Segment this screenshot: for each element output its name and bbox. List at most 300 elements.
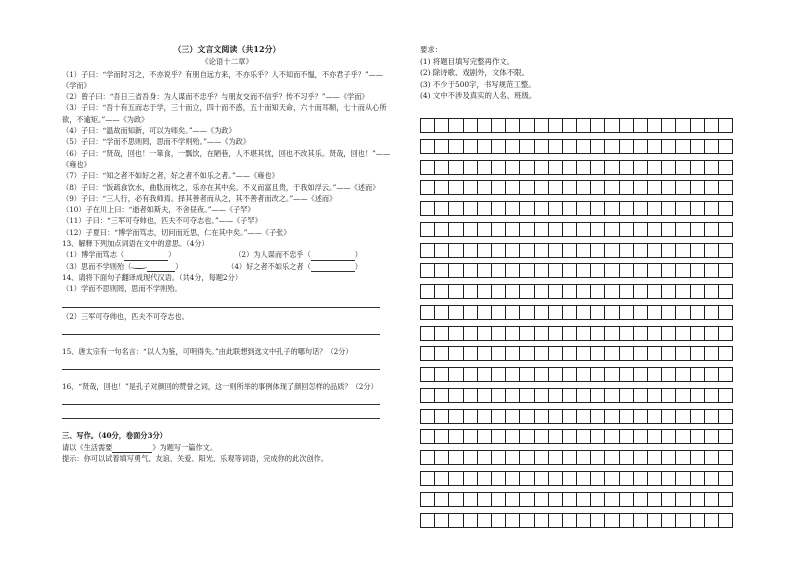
grid-cell[interactable] — [590, 409, 605, 424]
grid-cell[interactable] — [604, 222, 619, 237]
grid-cell[interactable] — [675, 118, 690, 133]
grid-cell[interactable] — [420, 409, 435, 424]
grid-cell[interactable] — [477, 118, 492, 133]
grid-cell[interactable] — [420, 388, 435, 403]
grid-cell[interactable] — [604, 243, 619, 258]
grid-cell[interactable] — [619, 450, 634, 465]
grid-cell[interactable] — [477, 263, 492, 278]
grid-cell[interactable] — [604, 471, 619, 486]
grid-cell[interactable] — [519, 429, 534, 444]
grid-cell[interactable] — [477, 160, 492, 175]
grid-cell[interactable] — [548, 450, 563, 465]
grid-cell[interactable] — [576, 118, 591, 133]
grid-cell[interactable] — [463, 346, 478, 361]
grid-cell[interactable] — [718, 492, 733, 507]
grid-cell[interactable] — [619, 243, 634, 258]
grid-cell[interactable] — [562, 513, 577, 528]
grid-cell[interactable] — [477, 450, 492, 465]
grid-cell[interactable] — [590, 492, 605, 507]
grid-cell[interactable] — [477, 139, 492, 154]
grid-cell[interactable] — [463, 513, 478, 528]
grid-cell[interactable] — [661, 118, 676, 133]
grid-cell[interactable] — [519, 367, 534, 382]
grid-cell[interactable] — [704, 139, 719, 154]
grid-cell[interactable] — [647, 492, 662, 507]
grid-cell[interactable] — [491, 346, 506, 361]
grid-cell[interactable] — [505, 222, 520, 237]
grid-cell[interactable] — [690, 450, 705, 465]
grid-cell[interactable] — [661, 429, 676, 444]
grid-cell[interactable] — [491, 222, 506, 237]
grid-cell[interactable] — [647, 367, 662, 382]
grid-cell[interactable] — [576, 429, 591, 444]
grid-cell[interactable] — [647, 346, 662, 361]
grid-cell[interactable] — [463, 450, 478, 465]
grid-cell[interactable] — [704, 180, 719, 195]
grid-cell[interactable] — [463, 201, 478, 216]
grid-cell[interactable] — [590, 284, 605, 299]
grid-cell[interactable] — [633, 118, 648, 133]
grid-cell[interactable] — [675, 180, 690, 195]
grid-cell[interactable] — [562, 160, 577, 175]
grid-cell[interactable] — [661, 450, 676, 465]
grid-cell[interactable] — [576, 201, 591, 216]
grid-cell[interactable] — [420, 346, 435, 361]
grid-cell[interactable] — [604, 492, 619, 507]
grid-cell[interactable] — [477, 409, 492, 424]
grid-cell[interactable] — [448, 367, 463, 382]
grid-cell[interactable] — [661, 305, 676, 320]
grid-cell[interactable] — [491, 118, 506, 133]
grid-cell[interactable] — [562, 139, 577, 154]
grid-cell[interactable] — [604, 367, 619, 382]
grid-cell[interactable] — [491, 243, 506, 258]
grid-cell[interactable] — [548, 492, 563, 507]
grid-cell[interactable] — [562, 118, 577, 133]
grid-cell[interactable] — [434, 346, 449, 361]
grid-cell[interactable] — [661, 284, 676, 299]
grid-cell[interactable] — [576, 284, 591, 299]
grid-cell[interactable] — [647, 201, 662, 216]
grid-cell[interactable] — [548, 201, 563, 216]
grid-cell[interactable] — [463, 367, 478, 382]
grid-cell[interactable] — [633, 388, 648, 403]
grid-cell[interactable] — [477, 180, 492, 195]
grid-cell[interactable] — [704, 243, 719, 258]
grid-cell[interactable] — [661, 471, 676, 486]
grid-cell[interactable] — [604, 180, 619, 195]
grid-cell[interactable] — [434, 305, 449, 320]
grid-cell[interactable] — [491, 513, 506, 528]
grid-cell[interactable] — [619, 263, 634, 278]
grid-cell[interactable] — [576, 388, 591, 403]
grid-cell[interactable] — [491, 450, 506, 465]
grid-cell[interactable] — [590, 450, 605, 465]
grid-cell[interactable] — [519, 243, 534, 258]
grid-cell[interactable] — [690, 326, 705, 341]
grid-cell[interactable] — [675, 409, 690, 424]
grid-cell[interactable] — [534, 326, 549, 341]
grid-cell[interactable] — [548, 471, 563, 486]
grid-cell[interactable] — [519, 284, 534, 299]
grid-cell[interactable] — [675, 450, 690, 465]
grid-cell[interactable] — [420, 513, 435, 528]
grid-cell[interactable] — [548, 346, 563, 361]
grid-cell[interactable] — [690, 429, 705, 444]
grid-cell[interactable] — [505, 429, 520, 444]
grid-cell[interactable] — [534, 263, 549, 278]
grid-cell[interactable] — [548, 429, 563, 444]
grid-cell[interactable] — [477, 326, 492, 341]
grid-cell[interactable] — [661, 243, 676, 258]
grid-cell[interactable] — [661, 201, 676, 216]
grid-cell[interactable] — [519, 326, 534, 341]
grid-cell[interactable] — [505, 139, 520, 154]
grid-cell[interactable] — [718, 180, 733, 195]
grid-cell[interactable] — [718, 471, 733, 486]
grid-cell[interactable] — [718, 222, 733, 237]
grid-cell[interactable] — [477, 513, 492, 528]
answer-blank[interactable] — [147, 263, 175, 272]
grid-cell[interactable] — [519, 513, 534, 528]
grid-cell[interactable] — [420, 180, 435, 195]
grid-cell[interactable] — [633, 139, 648, 154]
grid-cell[interactable] — [491, 471, 506, 486]
grid-cell[interactable] — [434, 139, 449, 154]
grid-cell[interactable] — [491, 160, 506, 175]
grid-cell[interactable] — [491, 139, 506, 154]
grid-cell[interactable] — [647, 243, 662, 258]
grid-cell[interactable] — [463, 492, 478, 507]
grid-cell[interactable] — [448, 450, 463, 465]
grid-cell[interactable] — [420, 284, 435, 299]
grid-cell[interactable] — [534, 160, 549, 175]
grid-cell[interactable] — [548, 139, 563, 154]
grid-cell[interactable] — [519, 201, 534, 216]
grid-cell[interactable] — [477, 305, 492, 320]
grid-cell[interactable] — [718, 118, 733, 133]
grid-cell[interactable] — [463, 326, 478, 341]
grid-cell[interactable] — [718, 346, 733, 361]
grid-cell[interactable] — [704, 263, 719, 278]
grid-cell[interactable] — [675, 201, 690, 216]
grid-cell[interactable] — [477, 492, 492, 507]
grid-cell[interactable] — [718, 388, 733, 403]
grid-cell[interactable] — [519, 346, 534, 361]
grid-cell[interactable] — [562, 492, 577, 507]
grid-cell[interactable] — [690, 409, 705, 424]
grid-cell[interactable] — [718, 201, 733, 216]
grid-cell[interactable] — [576, 222, 591, 237]
grid-cell[interactable] — [420, 450, 435, 465]
grid-cell[interactable] — [576, 326, 591, 341]
grid-cell[interactable] — [604, 201, 619, 216]
grid-cell[interactable] — [704, 367, 719, 382]
grid-cell[interactable] — [675, 513, 690, 528]
grid-cell[interactable] — [434, 471, 449, 486]
grid-cell[interactable] — [576, 471, 591, 486]
grid-cell[interactable] — [690, 243, 705, 258]
answer-blank[interactable] — [311, 263, 355, 272]
grid-cell[interactable] — [477, 243, 492, 258]
grid-cell[interactable] — [505, 492, 520, 507]
grid-cell[interactable] — [718, 450, 733, 465]
grid-cell[interactable] — [434, 243, 449, 258]
grid-cell[interactable] — [704, 450, 719, 465]
grid-cell[interactable] — [548, 222, 563, 237]
grid-cell[interactable] — [477, 471, 492, 486]
grid-cell[interactable] — [675, 160, 690, 175]
grid-cell[interactable] — [604, 118, 619, 133]
grid-cell[interactable] — [562, 471, 577, 486]
grid-cell[interactable] — [661, 492, 676, 507]
grid-cell[interactable] — [463, 305, 478, 320]
grid-cell[interactable] — [619, 160, 634, 175]
grid-cell[interactable] — [647, 471, 662, 486]
grid-cell[interactable] — [477, 388, 492, 403]
grid-cell[interactable] — [463, 388, 478, 403]
grid-cell[interactable] — [718, 513, 733, 528]
grid-cell[interactable] — [491, 388, 506, 403]
grid-cell[interactable] — [675, 139, 690, 154]
grid-cell[interactable] — [604, 388, 619, 403]
grid-cell[interactable] — [534, 367, 549, 382]
grid-cell[interactable] — [661, 160, 676, 175]
grid-cell[interactable] — [519, 139, 534, 154]
grid-cell[interactable] — [420, 118, 435, 133]
grid-cell[interactable] — [704, 160, 719, 175]
grid-cell[interactable] — [519, 471, 534, 486]
grid-cell[interactable] — [477, 367, 492, 382]
grid-cell[interactable] — [477, 346, 492, 361]
grid-cell[interactable] — [534, 284, 549, 299]
grid-cell[interactable] — [619, 118, 634, 133]
grid-cell[interactable] — [604, 346, 619, 361]
grid-cell[interactable] — [647, 326, 662, 341]
grid-cell[interactable] — [420, 243, 435, 258]
grid-cell[interactable] — [420, 471, 435, 486]
grid-cell[interactable] — [434, 118, 449, 133]
grid-cell[interactable] — [463, 139, 478, 154]
grid-cell[interactable] — [661, 367, 676, 382]
grid-cell[interactable] — [505, 243, 520, 258]
grid-cell[interactable] — [477, 222, 492, 237]
grid-cell[interactable] — [619, 222, 634, 237]
grid-cell[interactable] — [463, 180, 478, 195]
grid-cell[interactable] — [420, 263, 435, 278]
grid-cell[interactable] — [690, 118, 705, 133]
grid-cell[interactable] — [576, 513, 591, 528]
grid-cell[interactable] — [448, 284, 463, 299]
grid-cell[interactable] — [448, 118, 463, 133]
grid-cell[interactable] — [562, 180, 577, 195]
grid-cell[interactable] — [661, 263, 676, 278]
grid-cell[interactable] — [534, 243, 549, 258]
grid-cell[interactable] — [619, 492, 634, 507]
grid-cell[interactable] — [704, 388, 719, 403]
grid-cell[interactable] — [604, 305, 619, 320]
grid-cell[interactable] — [576, 409, 591, 424]
grid-cell[interactable] — [448, 492, 463, 507]
grid-cell[interactable] — [576, 243, 591, 258]
grid-cell[interactable] — [505, 513, 520, 528]
grid-cell[interactable] — [647, 284, 662, 299]
grid-cell[interactable] — [448, 429, 463, 444]
grid-cell[interactable] — [590, 388, 605, 403]
grid-cell[interactable] — [604, 284, 619, 299]
grid-cell[interactable] — [491, 263, 506, 278]
answer-line[interactable] — [62, 324, 380, 335]
grid-cell[interactable] — [463, 222, 478, 237]
grid-cell[interactable] — [718, 409, 733, 424]
grid-cell[interactable] — [690, 222, 705, 237]
grid-cell[interactable] — [534, 139, 549, 154]
grid-cell[interactable] — [505, 346, 520, 361]
grid-cell[interactable] — [434, 429, 449, 444]
grid-cell[interactable] — [562, 346, 577, 361]
grid-cell[interactable] — [704, 429, 719, 444]
grid-cell[interactable] — [704, 326, 719, 341]
grid-cell[interactable] — [434, 222, 449, 237]
grid-cell[interactable] — [576, 180, 591, 195]
grid-cell[interactable] — [534, 450, 549, 465]
grid-cell[interactable] — [548, 118, 563, 133]
grid-cell[interactable] — [448, 243, 463, 258]
title-blank[interactable] — [112, 444, 152, 453]
grid-cell[interactable] — [519, 263, 534, 278]
grid-cell[interactable] — [590, 326, 605, 341]
grid-cell[interactable] — [690, 263, 705, 278]
grid-cell[interactable] — [562, 388, 577, 403]
grid-cell[interactable] — [434, 409, 449, 424]
grid-cell[interactable] — [448, 326, 463, 341]
grid-cell[interactable] — [562, 367, 577, 382]
grid-cell[interactable] — [590, 367, 605, 382]
grid-cell[interactable] — [633, 346, 648, 361]
grid-cell[interactable] — [590, 263, 605, 278]
grid-cell[interactable] — [718, 429, 733, 444]
grid-cell[interactable] — [463, 471, 478, 486]
grid-cell[interactable] — [448, 409, 463, 424]
grid-cell[interactable] — [704, 471, 719, 486]
grid-cell[interactable] — [690, 201, 705, 216]
grid-cell[interactable] — [420, 222, 435, 237]
grid-cell[interactable] — [704, 346, 719, 361]
grid-cell[interactable] — [491, 326, 506, 341]
grid-cell[interactable] — [675, 346, 690, 361]
grid-cell[interactable] — [633, 305, 648, 320]
grid-cell[interactable] — [491, 201, 506, 216]
grid-cell[interactable] — [647, 139, 662, 154]
grid-cell[interactable] — [675, 367, 690, 382]
grid-cell[interactable] — [633, 471, 648, 486]
grid-cell[interactable] — [519, 409, 534, 424]
grid-cell[interactable] — [548, 326, 563, 341]
grid-cell[interactable] — [661, 326, 676, 341]
grid-cell[interactable] — [704, 118, 719, 133]
grid-cell[interactable] — [463, 118, 478, 133]
grid-cell[interactable] — [534, 513, 549, 528]
grid-cell[interactable] — [534, 118, 549, 133]
grid-cell[interactable] — [548, 513, 563, 528]
grid-cell[interactable] — [434, 284, 449, 299]
grid-cell[interactable] — [548, 409, 563, 424]
grid-cell[interactable] — [718, 139, 733, 154]
grid-cell[interactable] — [534, 409, 549, 424]
grid-cell[interactable] — [463, 243, 478, 258]
grid-cell[interactable] — [562, 284, 577, 299]
grid-cell[interactable] — [491, 409, 506, 424]
grid-cell[interactable] — [505, 367, 520, 382]
grid-cell[interactable] — [675, 429, 690, 444]
grid-cell[interactable] — [505, 284, 520, 299]
grid-cell[interactable] — [633, 326, 648, 341]
grid-cell[interactable] — [448, 388, 463, 403]
grid-cell[interactable] — [690, 346, 705, 361]
grid-cell[interactable] — [604, 450, 619, 465]
grid-cell[interactable] — [491, 492, 506, 507]
grid-cell[interactable] — [448, 201, 463, 216]
grid-cell[interactable] — [463, 263, 478, 278]
grid-cell[interactable] — [647, 305, 662, 320]
grid-cell[interactable] — [619, 388, 634, 403]
grid-cell[interactable] — [448, 346, 463, 361]
grid-cell[interactable] — [519, 118, 534, 133]
grid-cell[interactable] — [562, 326, 577, 341]
answer-line[interactable] — [62, 297, 380, 308]
answer-line[interactable] — [62, 359, 380, 370]
grid-cell[interactable] — [661, 513, 676, 528]
grid-cell[interactable] — [434, 180, 449, 195]
grid-cell[interactable] — [534, 492, 549, 507]
grid-cell[interactable] — [718, 160, 733, 175]
grid-cell[interactable] — [576, 492, 591, 507]
grid-cell[interactable] — [647, 450, 662, 465]
grid-cell[interactable] — [420, 429, 435, 444]
grid-cell[interactable] — [675, 326, 690, 341]
grid-cell[interactable] — [548, 388, 563, 403]
grid-cell[interactable] — [590, 305, 605, 320]
grid-cell[interactable] — [491, 429, 506, 444]
grid-cell[interactable] — [505, 409, 520, 424]
grid-cell[interactable] — [534, 222, 549, 237]
grid-cell[interactable] — [420, 160, 435, 175]
grid-cell[interactable] — [704, 305, 719, 320]
grid-cell[interactable] — [647, 388, 662, 403]
grid-cell[interactable] — [604, 326, 619, 341]
grid-cell[interactable] — [661, 346, 676, 361]
grid-cell[interactable] — [590, 222, 605, 237]
grid-cell[interactable] — [548, 263, 563, 278]
grid-cell[interactable] — [420, 139, 435, 154]
grid-cell[interactable] — [704, 222, 719, 237]
grid-cell[interactable] — [519, 450, 534, 465]
grid-cell[interactable] — [619, 409, 634, 424]
grid-cell[interactable] — [675, 243, 690, 258]
grid-cell[interactable] — [661, 222, 676, 237]
grid-cell[interactable] — [619, 346, 634, 361]
grid-cell[interactable] — [590, 429, 605, 444]
grid-cell[interactable] — [718, 263, 733, 278]
grid-cell[interactable] — [448, 513, 463, 528]
grid-cell[interactable] — [704, 409, 719, 424]
grid-cell[interactable] — [463, 284, 478, 299]
grid-cell[interactable] — [718, 367, 733, 382]
grid-cell[interactable] — [519, 388, 534, 403]
grid-cell[interactable] — [690, 367, 705, 382]
grid-cell[interactable] — [576, 305, 591, 320]
grid-cell[interactable] — [619, 429, 634, 444]
